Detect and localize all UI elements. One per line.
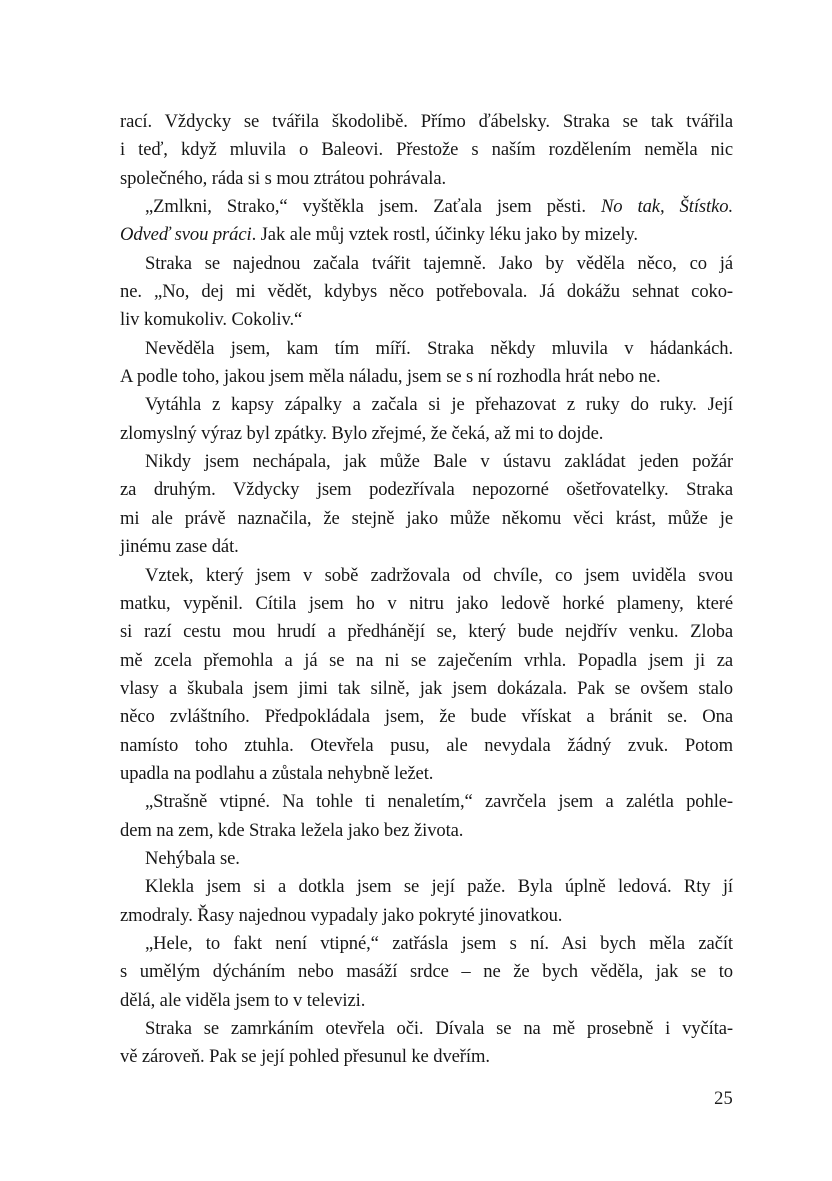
- paragraph: [120, 845, 733, 873]
- text-line: [120, 618, 733, 646]
- text-line: [120, 703, 733, 731]
- paragraph: [120, 335, 733, 392]
- text-line: [120, 647, 733, 675]
- text-line: [120, 732, 733, 760]
- text-line: [120, 108, 733, 136]
- paragraph: [120, 930, 733, 1015]
- text-line: [120, 590, 733, 618]
- text-line: [120, 165, 733, 193]
- text-line: [120, 845, 733, 873]
- text-segment: Straka se zamrkáním otevřela oči. Dívala se na mě prosebně i vyčíta-: [145, 1018, 733, 1039]
- text-segment: vlasy a škubala jsem jimi tak silně, jak jsem dokázala. Pak se ovšem stalo: [120, 677, 733, 699]
- text-segment: zlomyslný výraz byl zpátky. Bylo zřejmé, že čeká, až mi to dojde.: [120, 422, 604, 444]
- text-segment: i teď, když mluvila o Baleovi. Přestože s naším rozdělením neměla nic: [120, 139, 733, 161]
- text-segment: si razí cestu mou hrudí a předhánějí se, který bude nejdřív venku. Zloba: [120, 621, 733, 643]
- text-segment: rací. Vždycky se tvářila škodolibě. Přímo ďábelsky. Straka se tak tvářila: [120, 111, 733, 132]
- text-line: [120, 221, 733, 249]
- text-segment: s umělým dýcháním nebo masáží srdce – ne že bych věděla, jak se to: [120, 961, 733, 983]
- text-segment: dělá, ale viděla jsem to v televizi.: [120, 989, 366, 1011]
- text-segment: za druhým. Vždycky jsem podezřívala nepozorné ošetřovatelky. Straka: [120, 479, 733, 501]
- text-segment: Straka se najednou začala tvářit tajemně. Jako by věděla něco, co já: [145, 252, 733, 274]
- text-line: [120, 193, 733, 221]
- text-segment: liv komukoliv. Cokoliv.“: [120, 309, 303, 331]
- text-line: [120, 873, 733, 901]
- paragraph: [120, 1015, 733, 1072]
- paragraph: [120, 788, 733, 845]
- text-line: [120, 902, 733, 930]
- text-segment: vě zároveň. Pak se její pohled přesunul ke dveřím.: [120, 1046, 490, 1068]
- paragraph: [120, 193, 733, 250]
- text-line: [120, 987, 733, 1015]
- page-number: 25: [714, 1089, 733, 1109]
- text-segment: mi ale právě naznačila, že stejně jako může někomu věci krást, může je: [120, 507, 733, 529]
- text-segment: „Strašně vtipné. Na tohle ti nenaletím,“ zavrčela jsem a zalétla pohle-: [145, 791, 733, 813]
- text-line: [120, 420, 733, 448]
- text-segment: Nikdy jsem nechápala, jak může Bale v ústavu zakládat jeden požár: [145, 451, 733, 473]
- text-segment: Klekla jsem si a dotkla jsem se její paže. Byla úplně ledová. Rty jí: [145, 876, 733, 898]
- text-line: [120, 250, 733, 278]
- text-segment: jinému zase dát.: [120, 536, 239, 558]
- text-line: [120, 335, 733, 363]
- text-segment: ne. „No, dej mi vědět, kdybys něco potřebovala. Já dokážu sehnat coko-: [120, 281, 733, 303]
- text-line: [120, 533, 733, 561]
- text-line: [120, 958, 733, 986]
- paragraph: [120, 108, 733, 193]
- text-segment: . Jak ale můj vztek rostl, účinky léku jako by mizely.: [251, 224, 638, 246]
- paragraph: [120, 873, 733, 930]
- text-line: [120, 278, 733, 306]
- text-segment: „Hele, to fakt není vtipné,“ zatřásla jsem s ní. Asi bych měla začít: [145, 932, 733, 954]
- text-line: [120, 476, 733, 504]
- text-line: [120, 1015, 733, 1043]
- text-segment: Nehýbala se.: [145, 847, 240, 869]
- text-segment: upadla na podlahu a zůstala nehybně ležet.: [120, 762, 434, 784]
- text-line: [120, 817, 733, 845]
- text-segment: společného, ráda si s mou ztrátou pohrávala.: [120, 167, 447, 189]
- text-segment: Vztek, který jsem v sobě zadržovala od chvíle, co jsem uviděla svou: [145, 564, 733, 586]
- text-line: [120, 136, 733, 164]
- text-line: [120, 930, 733, 958]
- text-segment: „Zmlkni, Strako,“ vyštěkla jsem. Zaťala jsem pěsti.: [145, 196, 601, 218]
- text-line: [120, 448, 733, 476]
- text-segment: mě zcela přemohla a já se na ni se zaječením vrhla. Popadla jsem ji za: [120, 649, 733, 671]
- text-segment: zmodraly. Řasy najednou vypadaly jako pokryté jinovatkou.: [120, 904, 563, 926]
- paragraph: [120, 391, 733, 448]
- text-line: [120, 760, 733, 788]
- text-segment: Nevěděla jsem, kam tím míří. Straka někdy mluvila v hádankách.: [145, 337, 733, 359]
- text-block: [120, 108, 733, 1072]
- text-segment: Vytáhla z kapsy zápalky a začala si je přehazovat z ruky do ruky. Její: [145, 394, 733, 416]
- paragraph: [120, 562, 733, 789]
- text-segment: A podle toho, jakou jsem měla náladu, jsem se s ní rozhodla hrát nebo ne.: [120, 366, 661, 388]
- text-line: [120, 1043, 733, 1071]
- text-segment: dem na zem, kde Straka ležela jako bez života.: [120, 819, 464, 841]
- paragraph: [120, 250, 733, 335]
- italic-text-segment: Odveď svou práci: [120, 224, 252, 246]
- text-segment: namísto toho ztuhla. Otevřela pusu, ale nevydala žádný zvuk. Potom: [120, 734, 733, 756]
- text-line: [120, 306, 733, 334]
- text-line: [120, 675, 733, 703]
- text-line: [120, 505, 733, 533]
- text-segment: něco zvláštního. Předpokládala jsem, že bude vřískat a bránit se. Ona: [120, 706, 733, 728]
- text-line: [120, 562, 733, 590]
- text-line: [120, 391, 733, 419]
- text-segment: matku, vypěnil. Cítila jsem ho v nitru jako ledově horké plameny, které: [120, 592, 733, 614]
- text-line: [120, 788, 733, 816]
- text-line: [120, 363, 733, 391]
- paragraph: [120, 448, 733, 561]
- italic-text-segment: No tak, Štístko.: [600, 196, 733, 218]
